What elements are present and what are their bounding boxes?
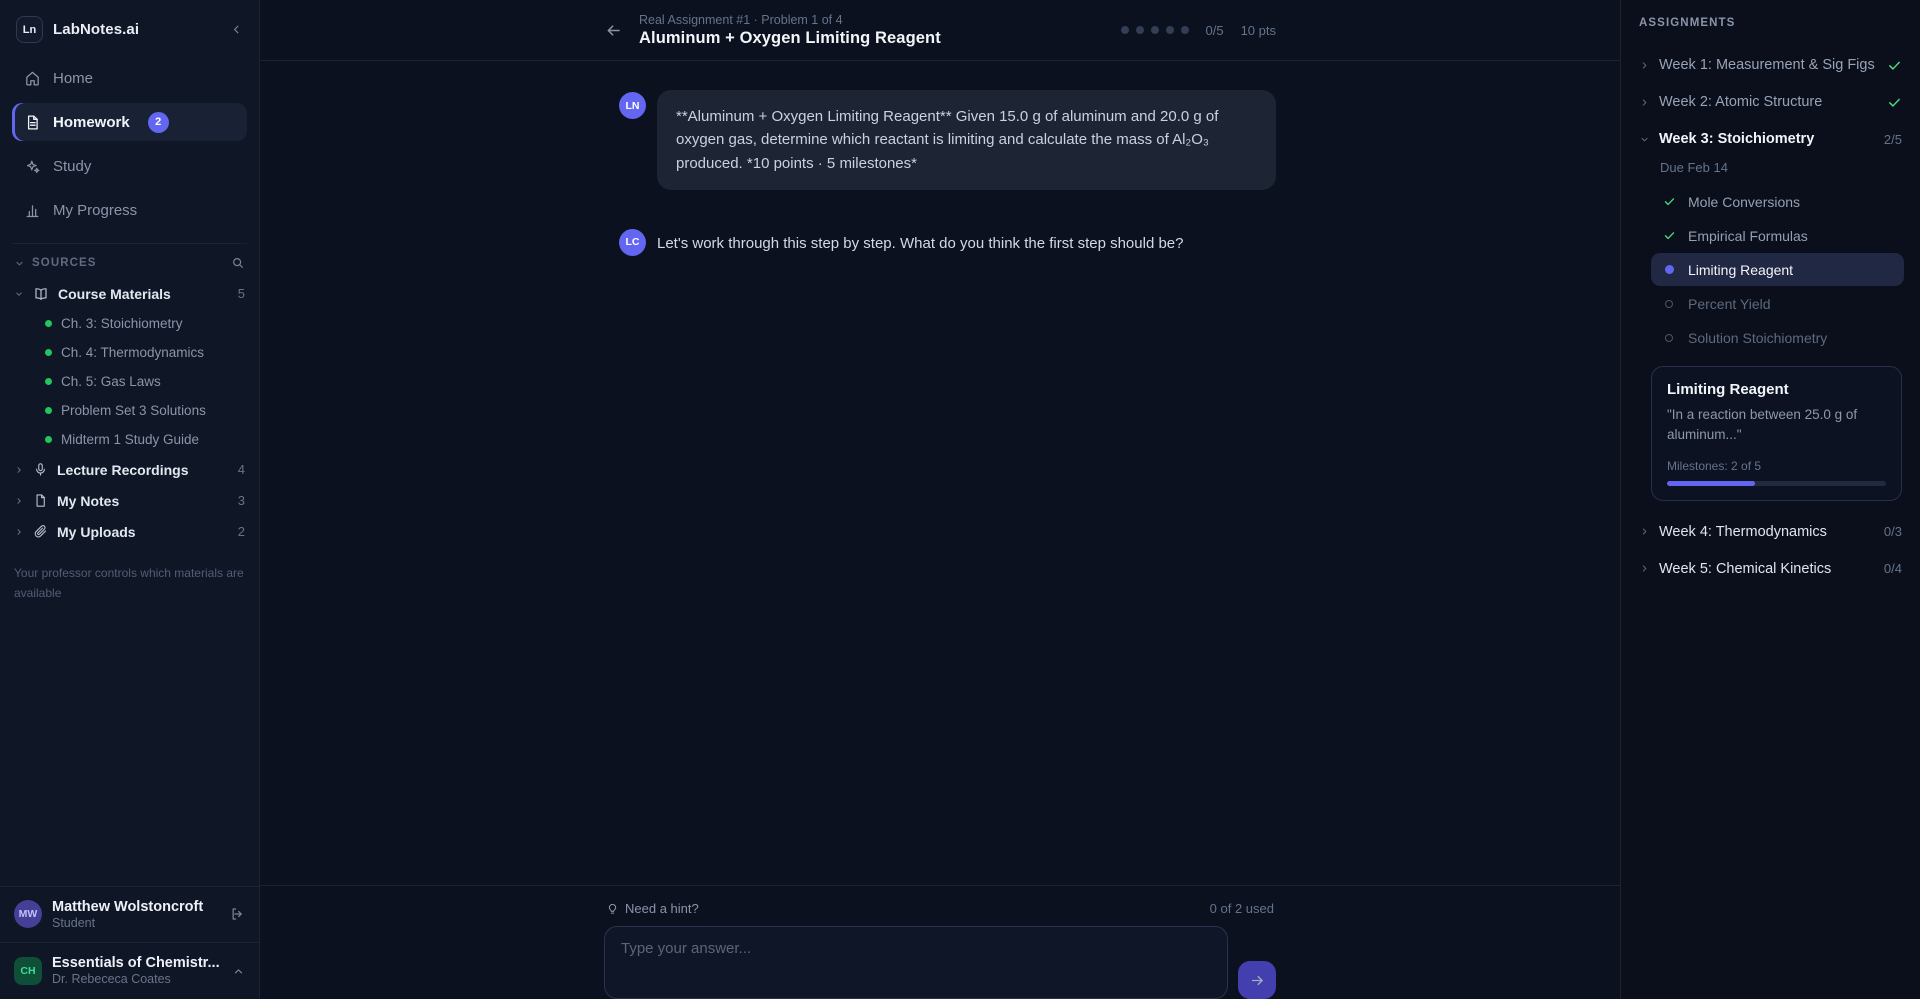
milestone-label: Mole Conversions [1688, 193, 1801, 210]
page-title: Aluminum + Oxygen Limiting Reagent [639, 28, 941, 47]
sparkles-icon [24, 158, 41, 175]
source-item[interactable] [12, 309, 247, 338]
check-icon [1887, 95, 1902, 110]
card-milestones-label: Milestones: 2 of 5 [1667, 458, 1762, 473]
chevron-right-icon [1639, 97, 1650, 108]
nav-label: Homework [53, 113, 130, 131]
course-avatar: CH [14, 957, 42, 985]
week-row-3[interactable] [1637, 124, 1904, 154]
source-item-label: Ch. 4: Thermodynamics [61, 345, 205, 360]
home-icon [24, 70, 41, 87]
source-group-label: Course Materials [58, 285, 171, 302]
chat-area [260, 61, 1620, 885]
nav-item-my-progress[interactable] [12, 191, 247, 229]
available-dot-icon [45, 320, 52, 327]
source-item[interactable] [12, 338, 247, 367]
check-icon [1662, 195, 1676, 208]
header-meta [1121, 23, 1277, 38]
course-teacher: Dr. Rebececa Coates [52, 972, 171, 987]
source-item[interactable] [12, 396, 247, 425]
chat-message [604, 227, 1276, 256]
nav-label: Home [53, 69, 94, 87]
source-group-course-materials[interactable] [12, 278, 247, 309]
current-milestone-card [1651, 366, 1902, 501]
breadcrumb: Real Assignment #1 · Problem 1 of 4 [639, 12, 843, 27]
chevron-right-icon [1639, 526, 1650, 537]
week-progress: 0/3 [1883, 524, 1902, 539]
source-group-my-uploads[interactable] [12, 516, 247, 547]
book-open-icon [33, 286, 49, 302]
source-group-count: 2 [237, 524, 245, 539]
chevron-down-icon[interactable] [14, 258, 25, 269]
search-icon[interactable] [231, 256, 245, 270]
chevron-right-icon [1639, 563, 1650, 574]
sources-header [12, 256, 247, 278]
chevron-down-icon [14, 289, 24, 299]
user-name: Matthew Wolstoncroft [52, 898, 204, 915]
week-label: Week 4: Thermodynamics [1659, 523, 1827, 540]
bar-chart-icon [24, 202, 41, 219]
milestone-label: Limiting Reagent [1688, 261, 1794, 278]
left-sidebar [0, 0, 260, 999]
milestone-dot-icon [1181, 26, 1189, 34]
source-group-my-notes[interactable] [12, 485, 247, 516]
course-name: Essentials of Chemistr... [52, 955, 220, 972]
sources-note: Your professor controls which materials are available [14, 566, 244, 601]
brand [12, 12, 247, 59]
homework-icon [24, 114, 41, 131]
message-text: Let's work through this step by step. What do you think the first step should be? [657, 234, 1184, 252]
milestone-item[interactable] [1651, 219, 1904, 252]
source-item[interactable] [12, 367, 247, 396]
week-progress: 2/5 [1883, 131, 1902, 147]
week-label: Week 2: Atomic Structure [1659, 94, 1823, 110]
available-dot-icon [45, 349, 52, 356]
week-label: Week 5: Chemical Kinetics [1659, 560, 1832, 577]
source-group-count: 4 [237, 462, 245, 477]
check-icon [1662, 229, 1676, 242]
milestone-dot-icon [1121, 26, 1129, 34]
card-quote: "In a reaction between 25.0 g of aluminum..." [1667, 407, 1858, 443]
points-label: 10 pts [1240, 22, 1276, 38]
microphone-icon [33, 462, 48, 477]
week-row-1[interactable] [1637, 50, 1904, 80]
milestone-dots [1121, 26, 1189, 34]
available-dot-icon [45, 436, 52, 443]
lightbulb-icon [606, 902, 619, 915]
sources-title: SOURCES [32, 257, 97, 269]
chevron-up-icon[interactable] [232, 965, 245, 978]
milestone-progress: 0/5 [1205, 22, 1224, 38]
chat-message [604, 90, 1276, 190]
milestone-progress-fill [1667, 481, 1755, 486]
chevron-down-icon [1639, 134, 1650, 145]
source-group-label: My Notes [57, 492, 120, 509]
week-row-4[interactable] [1637, 517, 1904, 547]
user-avatar: MW [14, 900, 42, 928]
milestone-progress-bar [1667, 481, 1886, 486]
user-role: Student [52, 915, 96, 930]
assistant-avatar: LC [619, 229, 646, 256]
sidebar-spacer [12, 620, 247, 886]
milestone-item[interactable] [1651, 185, 1904, 218]
available-dot-icon [45, 378, 52, 385]
source-group-count: 3 [237, 493, 245, 508]
homework-count-badge: 2 [148, 112, 169, 133]
problem-header [260, 0, 1620, 61]
source-item-label: Ch. 3: Stoichiometry [61, 316, 183, 331]
back-arrow-icon[interactable] [604, 21, 623, 40]
assistant-avatar: LN [619, 92, 646, 119]
source-group-lecture-recordings[interactable] [12, 454, 247, 485]
chevron-right-icon [14, 465, 24, 475]
main-area [260, 0, 1620, 999]
need-hint-button[interactable]: Need a hint? [625, 901, 699, 916]
source-group-count: 5 [237, 286, 245, 301]
nav-item-home[interactable] [12, 59, 247, 97]
milestone-item[interactable] [1651, 321, 1904, 354]
source-item-label: Problem Set 3 Solutions [61, 403, 206, 418]
source-item-label: Midterm 1 Study Guide [61, 432, 200, 447]
hint-row [604, 901, 1276, 916]
week-row-2[interactable] [1637, 87, 1904, 117]
paperclip-icon [33, 524, 48, 539]
milestone-dot-icon [1136, 26, 1144, 34]
arrow-right-icon [1249, 972, 1266, 989]
pending-circle-icon [1662, 300, 1676, 308]
answer-input[interactable] [604, 926, 1228, 999]
week-label: Week 3: Stoichiometry [1659, 131, 1815, 147]
course-row[interactable] [0, 942, 259, 999]
milestone-label: Solution Stoichiometry [1688, 329, 1828, 346]
user-profile-row[interactable] [0, 886, 259, 943]
app-name: LabNotes.ai [53, 21, 140, 38]
milestone-list [1651, 185, 1904, 354]
milestone-label: Percent Yield [1688, 295, 1771, 312]
source-group-label: My Uploads [57, 523, 136, 540]
card-title: Limiting Reagent [1667, 381, 1789, 398]
nav-item-homework[interactable] [12, 103, 247, 141]
source-item-label: Ch. 5: Gas Laws [61, 374, 161, 389]
chevron-right-icon [14, 496, 24, 506]
nav-label: My Progress [53, 201, 138, 219]
main-nav [12, 59, 247, 229]
milestone-dot-icon [1166, 26, 1174, 34]
nav-label: Study [53, 157, 92, 175]
milestone-item-active[interactable] [1651, 253, 1904, 286]
week-progress: 0/4 [1883, 561, 1902, 576]
pending-circle-icon [1662, 334, 1676, 342]
assignments-header: ASSIGNMENTS [1639, 17, 1736, 29]
week-label: Week 1: Measurement & Sig Figs [1659, 57, 1875, 73]
file-icon [33, 493, 48, 508]
sources-section [12, 243, 247, 620]
chevron-right-icon [14, 527, 24, 537]
header-titles [639, 13, 941, 48]
message-bubble: **Aluminum + Oxygen Limiting Reagent** Given 15.0 g of aluminum and 20.0 g of oxygen gas, determine which reactant is limiting and calculate the mass of Al₂O₃ produced. *10 points · 5 milestones* [657, 90, 1276, 190]
nav-item-study[interactable] [12, 147, 247, 185]
milestone-label: Empirical Formulas [1688, 227, 1808, 244]
composer [260, 885, 1620, 999]
chevron-right-icon [1639, 60, 1650, 71]
source-group-label: Lecture Recordings [57, 461, 189, 478]
check-icon [1887, 58, 1902, 73]
available-dot-icon [45, 407, 52, 414]
user-meta [52, 898, 203, 932]
milestone-item[interactable] [1651, 287, 1904, 320]
due-date: Due Feb 14 [1660, 160, 1728, 175]
source-item[interactable] [12, 425, 247, 454]
collapse-sidebar-icon[interactable] [230, 23, 243, 36]
course-meta [52, 954, 220, 988]
send-button[interactable] [1238, 961, 1276, 999]
input-row [604, 926, 1276, 999]
hint-usage-count: 0 of 2 used [1209, 901, 1274, 916]
logout-icon[interactable] [229, 906, 245, 922]
assignments-panel [1620, 0, 1920, 999]
active-dot-icon [1662, 265, 1676, 274]
milestone-dot-icon [1151, 26, 1159, 34]
week-row-5[interactable] [1637, 554, 1904, 584]
app-logo: Ln [16, 16, 43, 43]
